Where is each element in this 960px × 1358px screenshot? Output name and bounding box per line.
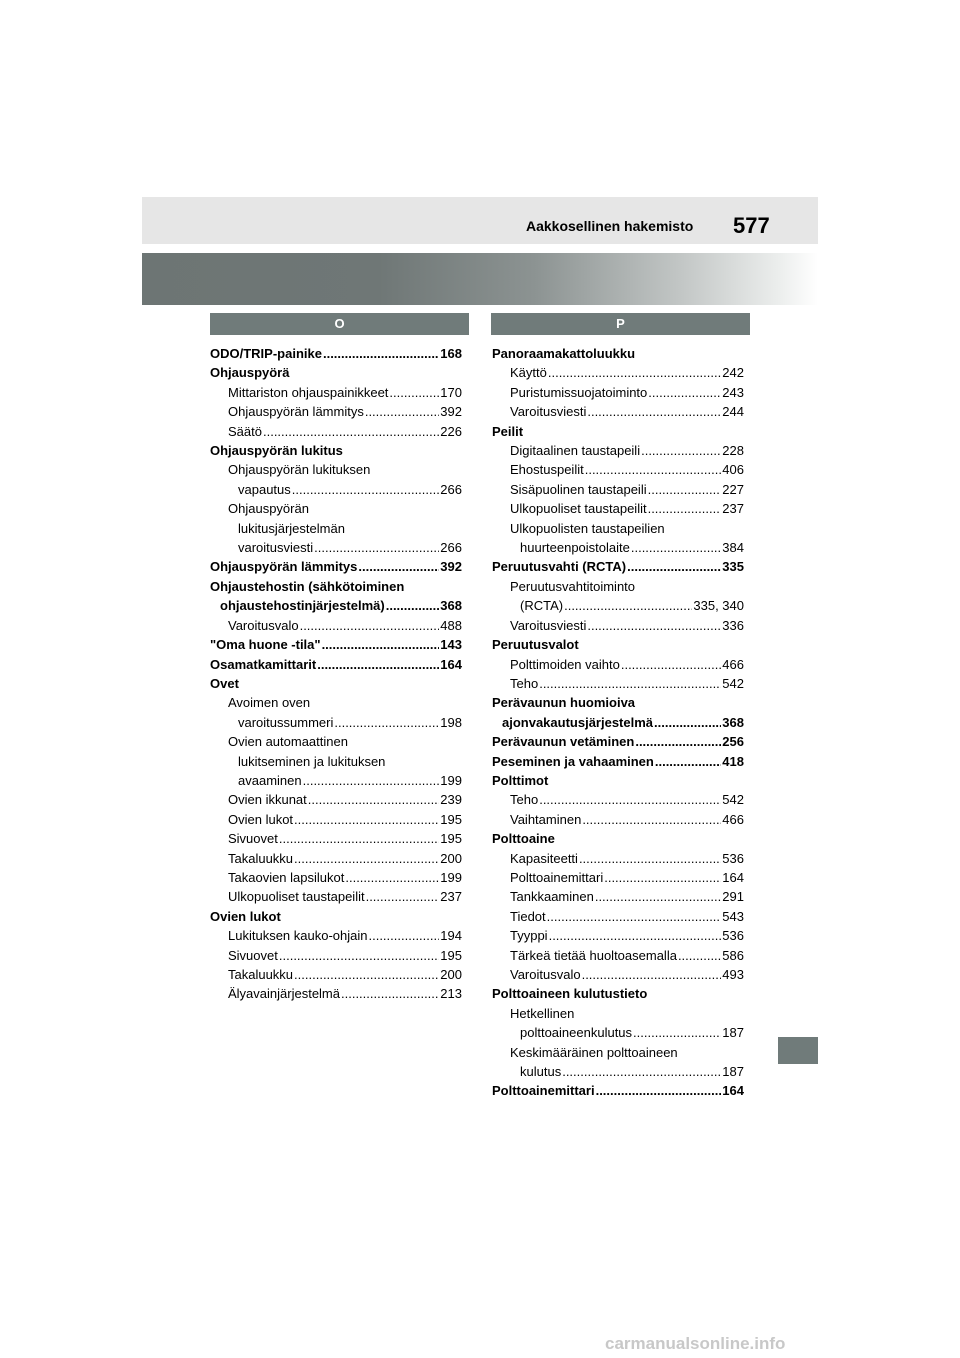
index-column-o: [210, 344, 462, 1004]
entry-term: Ulkopuoliset taustapeilit: [510, 501, 647, 517]
entry-term: Avoimen oven: [228, 695, 311, 711]
index-subentry: [210, 849, 462, 868]
entry-page-number: 384: [722, 540, 744, 556]
index-entry: [492, 752, 744, 771]
index-subentry: [210, 926, 462, 945]
index-entry: [492, 732, 744, 751]
entry-term: varoitusviesti: [238, 540, 314, 556]
entry-page-number: 187: [722, 1025, 744, 1041]
index-subentry: [210, 965, 462, 984]
index-subentry: [210, 868, 462, 887]
entry-page-number: 368: [722, 714, 744, 730]
entry-term: Tiedot: [510, 908, 546, 924]
entry-term: (RCTA): [520, 598, 564, 614]
entry-term: Puristumissuojatoiminto: [510, 384, 648, 400]
entry-page-number: 170: [440, 384, 462, 400]
dot-leader: [365, 402, 439, 421]
entry-page-number: 199: [440, 772, 462, 788]
index-subentry: [492, 674, 744, 693]
index-entry: [492, 344, 744, 363]
index-subentry: [492, 965, 744, 984]
dot-leader: [564, 596, 692, 615]
dot-leader: [621, 655, 721, 674]
dot-leader: [358, 557, 439, 576]
entry-term: Lukituksen kauko-ohjain: [228, 928, 368, 944]
entry-page-number: 335, 340: [693, 598, 744, 614]
index-entry: [210, 577, 462, 616]
entry-term: Ovien lukot: [228, 811, 294, 827]
entry-term: Tyyppi: [510, 928, 548, 944]
index-entry: [210, 635, 462, 654]
dot-leader: [294, 810, 439, 829]
entry-page-number: 200: [440, 967, 462, 982]
section-header-p: P: [491, 313, 750, 335]
index-entry: [210, 344, 462, 363]
entry-term: Ovien lukot: [210, 908, 281, 924]
index-subentry: [210, 383, 462, 402]
entry-page-number: 466: [722, 656, 744, 672]
entry-term: Peilit: [492, 423, 524, 439]
dot-leader: [582, 810, 721, 829]
entry-page-number: 195: [440, 831, 462, 847]
index-column-p: [492, 344, 744, 1101]
entry-page-number: 392: [440, 404, 462, 420]
entry-page-number: 195: [440, 811, 462, 827]
entry-page-number: 536: [722, 928, 744, 944]
entry-term: Ohjauspyörän: [228, 501, 309, 517]
index-subentry: [210, 616, 462, 635]
index-entry: [210, 674, 462, 693]
dot-leader: [585, 460, 722, 479]
entry-term: Keskimääräinen polttoaineen: [510, 1044, 678, 1060]
dot-leader: [631, 538, 721, 557]
dot-leader: [368, 926, 439, 945]
dot-leader: [654, 713, 721, 732]
entry-term: ohjaustehostinjärjestelmä): [220, 598, 385, 614]
entry-term: Polttoainemittari: [492, 1083, 595, 1099]
entry-term: Digitaalinen taustapeili: [510, 443, 641, 459]
index-subentry: [210, 810, 462, 829]
index-subentry: [492, 499, 744, 518]
entry-term: Teho: [510, 675, 539, 691]
entry-page-number: 488: [440, 617, 462, 633]
entry-term: Hetkellinen: [510, 1005, 575, 1021]
index-subentry: [210, 693, 462, 732]
entry-term: Ovien ikkunat: [228, 792, 307, 808]
entry-term: kulutus: [520, 1064, 562, 1080]
entry-term: Vaihtaminen: [510, 811, 582, 827]
index-subentry: [492, 907, 744, 926]
index-entry: [492, 422, 744, 441]
entry-page-number: 586: [722, 947, 744, 963]
index-subentry: [492, 868, 744, 887]
header-band: [142, 197, 818, 244]
entry-term: Ohjauspyörän lukitus: [210, 443, 343, 459]
entry-page-number: 194: [440, 928, 462, 944]
entry-page-number: 418: [722, 753, 744, 769]
entry-page-number: 195: [440, 947, 462, 963]
index-subentry: [492, 460, 744, 479]
entry-term: Tankkaaminen: [510, 889, 594, 905]
entry-page-number: 291: [722, 889, 744, 905]
entry-page-number: 228: [722, 443, 744, 459]
dot-leader: [292, 480, 440, 499]
dot-leader: [389, 383, 439, 402]
entry-term: Ohjauspyörän lämmitys: [210, 559, 358, 575]
entry-term: vapautus: [238, 481, 291, 497]
dot-leader: [539, 790, 721, 809]
entry-term: Polttimoiden vaihto: [510, 656, 620, 672]
entry-term: Peruutusvahti (RCTA): [492, 559, 627, 575]
entry-page-number: 542: [722, 675, 744, 691]
index-subentry: [492, 849, 744, 868]
dot-leader: [366, 887, 440, 906]
dot-leader: [587, 402, 721, 421]
entry-term: Ovien automaattinen: [228, 734, 348, 750]
dot-leader: [308, 790, 440, 809]
dot-leader: [604, 868, 721, 887]
entry-page-number: 200: [440, 850, 462, 866]
entry-page-number: 542: [722, 792, 744, 808]
entry-term: Ovet: [210, 675, 239, 691]
dot-leader: [641, 441, 721, 460]
entry-term: Tärkeä tietää huoltoasemalla: [510, 947, 677, 963]
entry-term: Ohjauspyörän lämmitys: [228, 404, 364, 420]
entry-page-number: 336: [722, 617, 744, 633]
entry-term: Polttimot: [492, 772, 549, 788]
entry-page-number: 227: [722, 481, 744, 497]
entry-page-number: 168: [440, 346, 462, 361]
dot-leader: [549, 926, 722, 945]
index-subentry: [210, 790, 462, 809]
entry-term: ODO/TRIP-painike: [210, 346, 322, 361]
index-subentry: [210, 460, 462, 499]
header-title: Aakkosellinen hakemisto: [526, 218, 694, 234]
entry-page-number: 199: [440, 869, 462, 885]
entry-page-number: 335: [722, 559, 744, 575]
dot-leader: [648, 499, 722, 518]
index-entry: [492, 1081, 744, 1100]
dot-leader: [635, 732, 721, 751]
entry-term: Varoitusviesti: [510, 404, 587, 420]
index-subentry: [492, 887, 744, 906]
entry-page-number: 266: [440, 540, 462, 556]
entry-term: Polttoainemittari: [510, 869, 604, 885]
entry-term: Sivuovet: [228, 831, 278, 847]
entry-term: lukitseminen ja lukituksen: [238, 753, 386, 769]
dot-leader: [678, 946, 721, 965]
dot-leader: [655, 752, 721, 771]
dot-leader: [300, 616, 440, 635]
entry-term: Peruutusvahtitoiminto: [510, 578, 636, 594]
entry-term: Takaovien lapsilukot: [228, 869, 345, 885]
header-gradient-banner: [142, 253, 818, 305]
entry-term: Polttoaine: [492, 831, 555, 847]
entry-term: Teho: [510, 792, 539, 808]
index-subentry: [492, 790, 744, 809]
entry-term: Ohjauspyörä: [210, 365, 290, 381]
entry-page-number: 466: [722, 811, 744, 827]
entry-term: Sivuovet: [228, 947, 278, 963]
dot-leader: [648, 480, 722, 499]
entry-term: polttoaineenkulutus: [520, 1025, 633, 1041]
entry-term: Polttoaineen kulutustieto: [492, 986, 648, 1002]
entry-term: Kapasiteetti: [510, 850, 578, 866]
entry-term: Säätö: [228, 423, 262, 439]
index-entry: [492, 771, 744, 790]
index-subentry: [492, 480, 744, 499]
index-entry: [492, 693, 744, 732]
dot-leader: [279, 946, 439, 965]
entry-page-number: 164: [722, 1083, 744, 1099]
entry-term: varoitussummeri: [238, 714, 334, 730]
dot-leader: [345, 868, 439, 887]
entry-term: Varoitusvalo: [228, 617, 299, 633]
entry-term: ajonvakautusjärjestelmä: [502, 714, 654, 730]
index-subentry: [210, 499, 462, 557]
dot-leader: [263, 422, 439, 441]
entry-term: lukitusjärjestelmän: [238, 520, 345, 536]
entry-page-number: 226: [440, 423, 462, 439]
index-subentry: [210, 946, 462, 965]
watermark: carmanualsonline.info: [605, 1334, 786, 1353]
index-entry: [210, 441, 462, 460]
entry-term: Perävaunun huomioiva: [492, 695, 636, 711]
index-entry: [210, 655, 462, 674]
index-subentry: [210, 402, 462, 421]
entry-page-number: 392: [440, 559, 462, 575]
entry-page-number: 536: [722, 850, 744, 866]
entry-page-number: 493: [722, 967, 744, 982]
index-subentry: [492, 926, 744, 945]
dot-leader: [633, 1023, 721, 1042]
index-subentry: [492, 1004, 744, 1043]
entry-term: Peseminen ja vahaaminen: [492, 753, 654, 769]
index-subentry: [492, 1043, 744, 1082]
index-entry: [210, 557, 462, 576]
dot-leader: [627, 557, 721, 576]
entry-page-number: 368: [440, 598, 462, 614]
entry-page-number: 164: [440, 656, 462, 672]
index-entry: [210, 907, 462, 926]
entry-term: Takaluukku: [228, 850, 294, 866]
index-subentry: [210, 829, 462, 848]
entry-term: huurteenpoistolaite: [520, 540, 630, 556]
entry-page-number: 256: [722, 734, 744, 750]
index-subentry: [492, 810, 744, 829]
dot-leader: [595, 887, 721, 906]
dot-leader: [596, 1081, 722, 1100]
index-subentry: [492, 519, 744, 558]
dot-leader: [548, 363, 721, 382]
dot-leader: [279, 829, 439, 848]
entry-page-number: 237: [440, 889, 462, 905]
dot-leader: [317, 655, 439, 674]
index-subentry: [492, 383, 744, 402]
index-subentry: [492, 402, 744, 421]
section-header-o: O: [210, 313, 469, 335]
entry-page-number: 164: [722, 869, 744, 885]
dot-leader: [294, 965, 439, 984]
entry-page-number: 198: [440, 714, 462, 730]
dot-leader: [587, 616, 721, 635]
entry-page-number: 237: [722, 501, 744, 517]
dot-leader: [314, 538, 439, 557]
entry-term: Osamatkamittarit: [210, 656, 317, 672]
index-subentry: [492, 441, 744, 460]
dot-leader: [323, 344, 439, 363]
index-subentry: [210, 422, 462, 441]
dot-leader: [582, 965, 722, 984]
entry-term: Käyttö: [510, 365, 547, 381]
page-number: 577: [733, 213, 770, 238]
entry-page-number: 239: [440, 792, 462, 808]
entry-term: avaaminen: [238, 772, 302, 788]
entry-term: Perävaunun vetäminen: [492, 734, 635, 750]
index-subentry: [210, 984, 462, 1003]
entry-page-number: 213: [440, 986, 462, 1002]
entry-page-number: 244: [722, 404, 744, 420]
index-entry: [492, 829, 744, 848]
dot-leader: [539, 674, 721, 693]
dot-leader: [547, 907, 722, 926]
entry-term: "Oma huone -tila": [210, 637, 321, 653]
entry-term: Ulkopuolisten taustapeilien: [510, 520, 665, 536]
index-entry: [210, 363, 462, 382]
entry-page-number: 242: [722, 365, 744, 381]
entry-page-number: 266: [440, 481, 462, 497]
dot-leader: [562, 1062, 721, 1081]
entry-term: Ohjauspyörän lukituksen: [228, 462, 371, 478]
index-subentry: [492, 946, 744, 965]
index-subentry: [210, 887, 462, 906]
entry-term: Ohjaustehostin (sähkötoiminen: [210, 578, 405, 594]
index-entry: [492, 984, 744, 1003]
entry-page-number: 406: [722, 462, 744, 478]
dot-leader: [648, 383, 721, 402]
entry-term: Ulkopuoliset taustapeilit: [228, 889, 365, 905]
dot-leader: [303, 771, 440, 790]
entry-term: Ehostuspeilit: [510, 462, 584, 478]
thumb-index-tab: [778, 1037, 818, 1064]
entry-page-number: 187: [722, 1064, 744, 1080]
entry-term: Varoitusvalo: [510, 967, 581, 982]
index-subentry: [210, 732, 462, 790]
dot-leader: [322, 635, 440, 654]
entry-page-number: 543: [722, 908, 744, 924]
index-subentry: [492, 655, 744, 674]
entry-term: Panoraamakattoluukku: [492, 346, 636, 361]
entry-page-number: 143: [440, 637, 462, 653]
dot-leader: [334, 713, 439, 732]
entry-term: Takaluukku: [228, 967, 294, 982]
entry-page-number: 243: [722, 384, 744, 400]
entry-term: Peruutusvalot: [492, 637, 579, 653]
index-entry: [492, 635, 744, 654]
index-subentry: [492, 577, 744, 616]
dot-leader: [386, 596, 440, 615]
index-subentry: [492, 616, 744, 635]
index-entry: [492, 557, 744, 576]
dot-leader: [294, 849, 439, 868]
entry-term: Mittariston ohjauspainikkeet: [228, 384, 389, 400]
dot-leader: [579, 849, 721, 868]
entry-term: Sisäpuolinen taustapeili: [510, 481, 647, 497]
entry-term: Älyavainjärjestelmä: [228, 986, 340, 1002]
entry-term: Varoitusviesti: [510, 617, 587, 633]
dot-leader: [341, 984, 439, 1003]
index-subentry: [492, 363, 744, 382]
